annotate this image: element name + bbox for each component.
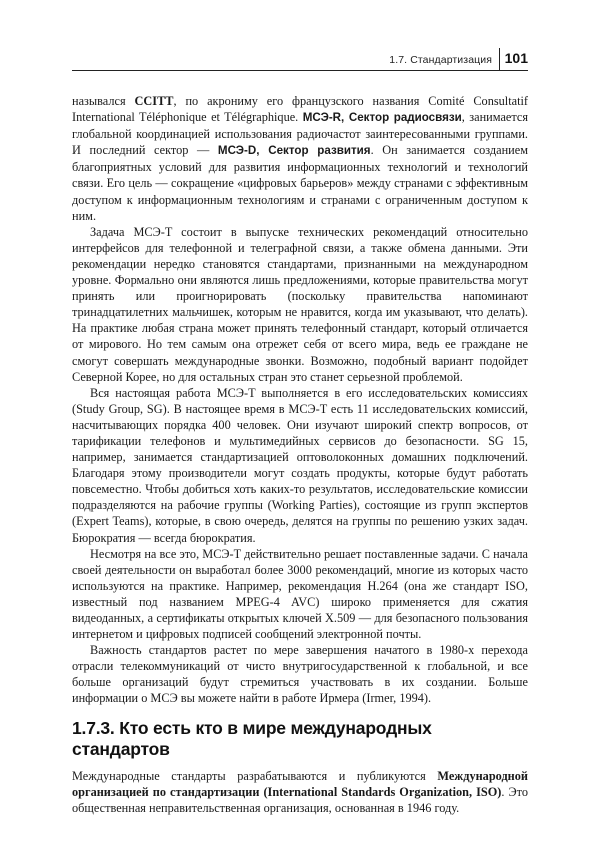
page-number: 101: [504, 50, 528, 66]
paragraph-recommendations: Несмотря на все это, МСЭ-T действительно решает поставленные задачи. С начала своей деятельности он выработал более 3000 рекомендаций, многие из которых часто используются на практике. Например, рекомендация H.264 (она же стандарт ISO, известный под названием MPEG-4 AVC) широко применяется для сжатия видеоданных, а сертификаты открытых ключей X.509 — для безопасного пользования интернетом и цифровых подписей сообщений электронной почты.: [72, 546, 528, 642]
paragraph-importance: Важность стандартов растет по мере завершения начатого в 1980-х перехода отрасли телекоммуникаций от чисто внутригосударственной к глобальной, и все больше организаций будут стремиться участвовать в их создании. Больше информации о МСЭ вы можете найти в работе Ирмера (Irmer, 1994).: [72, 643, 528, 706]
page-body: [72, 93, 528, 816]
term-itu-r: МСЭ-R, Сектор радиосвязи: [302, 111, 462, 125]
page-header: [72, 46, 528, 71]
term-itu-d: МСЭ-D, Сектор развития: [217, 144, 371, 158]
header-separator: [499, 48, 500, 70]
term-ccitt: CCITT: [134, 94, 174, 108]
text-run: Международные стандарты разрабатываются и публикуются: [72, 768, 438, 783]
paragraph-ccitt-sectors: [72, 93, 528, 224]
text-run: . Он занимается созданием благоприятных условий для развития информационных технологий и технологий связи. Его цель — сокращение «цифровых барьеров» между странами с эффективным доступом к информационным технологиям и странами с ограниченным доступом к ним.: [72, 143, 528, 223]
text-run: назывался: [72, 94, 135, 108]
paragraph-itu-t-task: Задача МСЭ-T состоит в выпуске технических рекомендаций относительно интерфейсов для телефонной и телеграфной связи, а также обмена данными. Эти рекомендации нередко становятся стандартами, признанными на международном уровне. Формально они являются лишь предложениями, которые правительства могут принять или проигнорировать (поскольку правительства напоминают тринадцатилетних мальчишек, которым не нравится, когда им указывают, что делать). На практике любая страна может принять телефонный стандарт, который отличается от мирового. Но тем самым она отрежет себя от всего мира, ведь ее граждане не смогут совершать международные звонки. Возможно, подобный вариант подойдет Северной Корее, но для остальных стран это станет серьезной проблемой.: [72, 224, 528, 384]
text-run: , занимается глобальной координацией использования радиочастот заинтересованными группами. И последний сектор —: [72, 110, 528, 158]
running-title: 1.7. Стандартизация: [389, 54, 492, 66]
text-run: . Это общественная неправительственная организация, основанная в 1946 году.: [72, 784, 528, 815]
section-heading: 1.7.3. Кто есть кто в мире международных стандартов: [72, 717, 432, 759]
paragraph-study-groups: Вся настоящая работа МСЭ-T выполняется в его исследовательских комиссиях (Study Group, SG). В настоящее время в МСЭ-T есть 11 исследовательских комиссий, насчитывающих порядка 400 человек. Они изучают широкий спектр вопросов, от тарификации телефонов и мультимедийных сервисов до безопасности. SG 15, например, занимается стандартизацией оптоволоконных домашних подключений. Благодаря этому производители могут создать продукты, которые будут работать повсеместно. Чтобы добиться хоть каких-то результатов, исследовательские комиссии подразделяются на рабочие группы (Working Parties), состоящие из групп экспертов (Expert Teams), которые, в свою очередь, делятся на группы по решению узких задач. Бюрократия — всегда бюрократия.: [72, 385, 528, 545]
term-iso: Международной организацией по стандартизации (International Standards Organization, ISO): [72, 768, 528, 799]
paragraph-iso: [72, 768, 528, 816]
text-run: , по акрониму его французского названия Comité Consultatif International Téléphonique et Télégraphique.: [72, 94, 528, 125]
